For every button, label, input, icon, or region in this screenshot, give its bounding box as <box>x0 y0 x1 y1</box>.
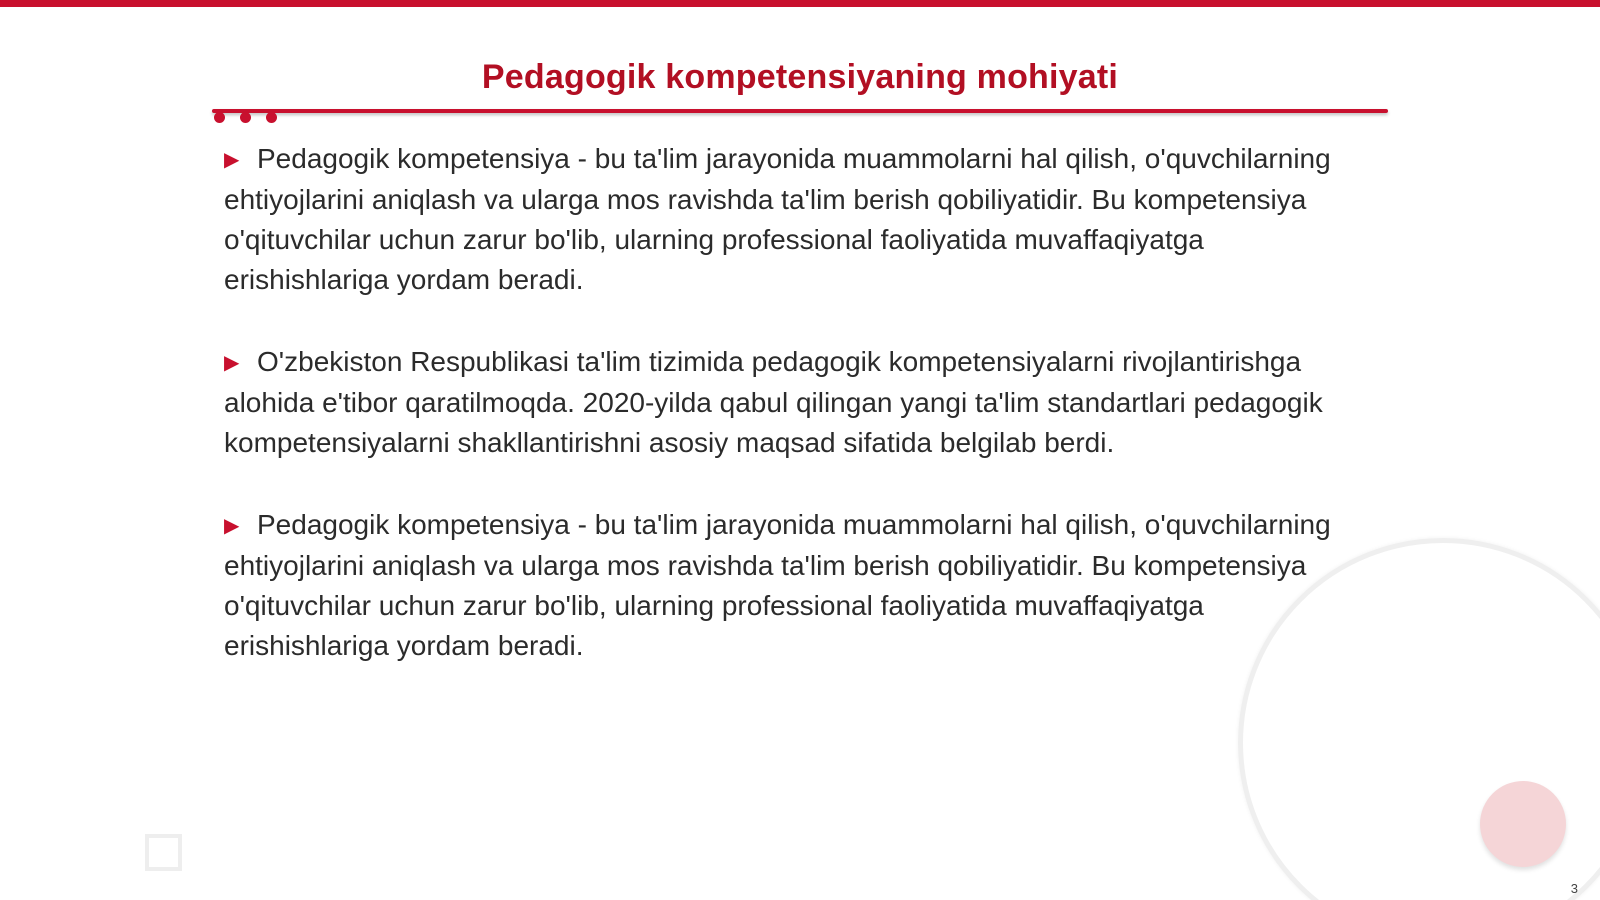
dot-icon <box>240 112 251 123</box>
page-number: 3 <box>1570 881 1578 896</box>
triangle-right-icon: ▶ <box>224 515 240 537</box>
top-accent-bar <box>0 0 1600 7</box>
triangle-right-icon: ▶ <box>224 352 240 374</box>
triangle-right-icon: ▶ <box>224 149 240 171</box>
decorative-pink-circle <box>1480 781 1566 867</box>
dot-icon <box>214 112 225 123</box>
bullet-text: Pedagogik kompetensiya - bu ta'lim jarayonida muammolarni hal qilish, o'quvchilarning ehtiyojlarini aniqlash va ularga mos ravishda ta'lim berish qobiliyatidir. Bu kompetensiya o'qituvchilar uchun zarur bo'lib, ularning professional faoliyatida muvaffaqiyatga erishishlariga yordam beradi. <box>224 509 1331 661</box>
bullet-item <box>224 342 1374 463</box>
bullet-list <box>224 139 1374 708</box>
bullet-item <box>224 139 1374 300</box>
bullet-text: O'zbekiston Respublikasi ta'lim tizimida pedagogik kompetensiyalarni rivojlantirishga alohida e'tibor qaratilmoqda. 2020-yilda qabul qilingan yangi ta'lim standartlari pedagogik kompetensiyalarni shakllantirishni asosiy maqsad sifatida belgilab berdi. <box>224 346 1323 458</box>
dot-icon <box>266 112 277 123</box>
bullet-item <box>224 505 1374 666</box>
title-underline <box>212 109 1388 113</box>
bullet-text: Pedagogik kompetensiya - bu ta'lim jarayonida muammolarni hal qilish, o'quvchilarning ehtiyojlarini aniqlash va ularga mos ravishda ta'lim berish qobiliyatidir. Bu kompetensiya o'qituvchilar uchun zarur bo'lib, ularning professional faoliyatida muvaffaqiyatga erishishlariga yordam beradi. <box>224 143 1331 295</box>
slide-title: Pedagogik kompetensiyaning mohiyati <box>481 58 1119 96</box>
decorative-square-outline <box>145 834 182 871</box>
